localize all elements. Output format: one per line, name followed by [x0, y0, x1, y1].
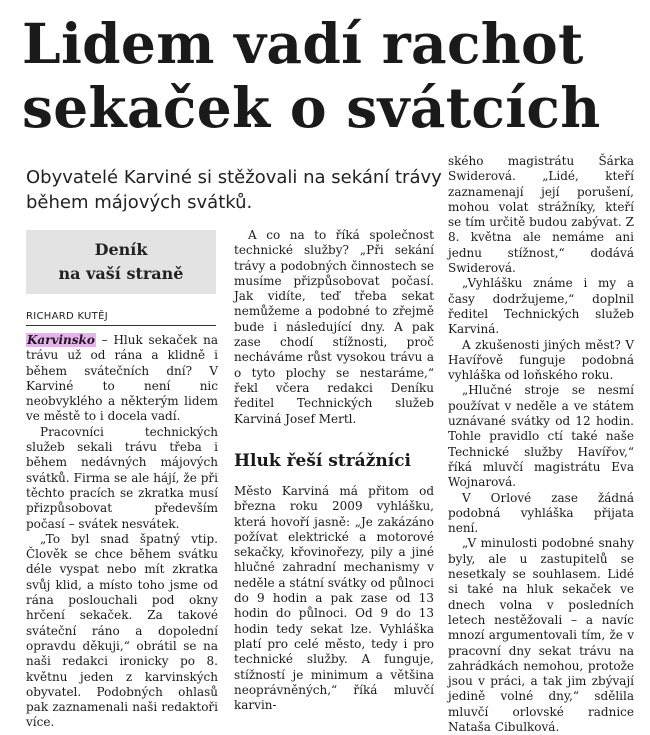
- subheadline: Obyvatelé Karviné si stěžovali na sekání trávy během májových svátků.: [26, 167, 442, 213]
- paragraph: „Hlučné stroje se nesmí používat v neděle a ve státem uznávané svátky od 12 hodin. Tohle pravidlo ctí také naše Technické služby Havířov,“ říká mluvčí magistrátu Eva Wojnarová.: [448, 383, 634, 490]
- paragraph: ského magistrátu Šárka Swiderová. „Lidé, kteří zaznamenají její porušení, mohou volat strážníky, kteří se tím určitě budou zabývat. Z 8. května ale nemáme ani jednu stížnost,“ dodává Swiderová.: [448, 154, 634, 276]
- crosshead: Hluk řeší strážníci: [234, 451, 411, 471]
- paragraph: „V minulosti podobné snahy byly, ale u zastupitelů se nesetkaly se souhlasem. Lidé si také na hluk sekaček ve dnech volna v posledních letech nestěžovali – a navíc mnozí argumentovali tím, že v pracovní dny sekat trávu na zahrádkách nemohou, protože jsou v práci, a tak jim zbývají jedině volné dny,“ sdělila mluvčí orlovské radnice Nataša Cibulková.: [448, 536, 634, 734]
- lead-text: – Hluk sekaček na trávu už od rána a klidně i během svátečních dní? V Karviné to není nic neobvyklého a některým lidem ve městě to i docela vadí.: [26, 333, 218, 424]
- column-2-lower: [234, 484, 434, 713]
- rubric-line-1: Deník: [94, 240, 148, 259]
- paragraph: „Vyhlášku známe i my a časy dodržujeme,“ doplnil ředitel Technických služeb Karviná.: [448, 276, 634, 337]
- rubric-box: [26, 230, 216, 294]
- paragraph: A co na to říká společnost technické služby? „Při sekání trávy a podobných činnostech se musíme přizpůsobovat počasí. Jak vidíte, teď třeba sekat nemůžeme a podobné to zřejmě bude i následující dny. A pak zase chodí stížnosti, proč necháváme růst vysokou trávu a o tyto plochy se nestaráme,“ řekl včera redakci Deníku ředitel Technických služeb Karviná Josef Mertl.: [234, 228, 434, 426]
- paragraph: [26, 333, 218, 425]
- paragraph: A zkušenosti jiných měst? V Havířově funguje podobná vyhláška od loňského roku.: [448, 337, 634, 383]
- byline: RICHARD KUTĚJ: [26, 311, 216, 326]
- column-3: [448, 154, 634, 735]
- paragraph: Pracovníci technických služeb sekali trávu třeba i během nedávných májových svátků. Firma se ale hájí, že při těchto pracích se zkratka musí přizpůsobovat především počasí – svátek nesvátek.: [26, 424, 218, 531]
- rubric-line-2: na vaší straně: [58, 264, 184, 283]
- column-2: [234, 228, 434, 427]
- headline: Lidem vadí rachot sekaček o svátcích: [22, 11, 601, 140]
- paragraph: „To byl snad špatný vtip. Člověk se chce během svátku déle vyspat nebo mít zkratka svůj klid, a místo toho jsme od rána poslouchali pod okny hrčení sekaček. Za takové sváteční ráno a dopolední opravdu děkuji,“ obrátil se na naši redakci ironicky po 8. květnu jeden z karvinských obyvatel. Podobných ohlasů pak zaznamenali naši redaktoři více.: [26, 531, 218, 730]
- paragraph: Město Karviná má přitom od března roku 2009 vyhlášku, která hovoří jasně: „Je zakázáno požívat elektrické a motorové sekačky, křovinořezy, pily a jiné hlučné zahradní mechanismy v neděle a státní svátky od půlnoci do 9 hodin a pak zase od 13 hodin do půlnoci. Od 9 do 13 hodin tedy sekat lze. Vyhláška platí pro celé město, tedy i pro technické služby. A funguje, stížností je minimum a většina neoprávněných,“ říká mluvčí karvin-: [234, 484, 434, 713]
- dateline-place: Karvinsko: [27, 333, 95, 347]
- column-1: [26, 333, 218, 731]
- paragraph: V Orlové zase žádná podobná vyhláška přijata není.: [448, 490, 634, 536]
